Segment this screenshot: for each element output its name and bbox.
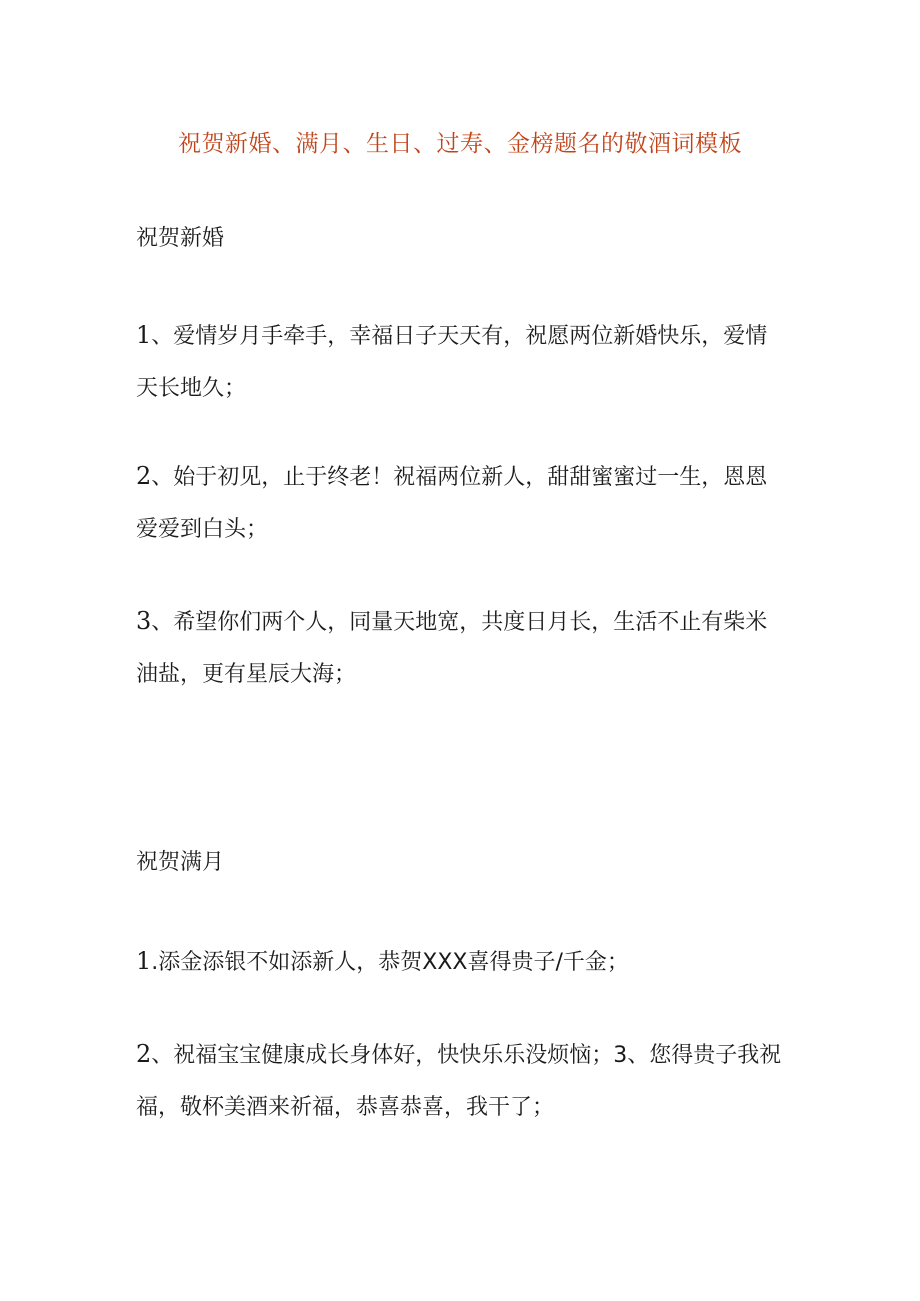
- full-month-item-1: [136, 935, 786, 989]
- wedding-item-3: [136, 595, 786, 701]
- section-heading-full-month: 祝贺满月: [136, 850, 225, 875]
- item-number: 1: [136, 947, 152, 975]
- item-number: 2: [136, 1040, 152, 1068]
- item-text: 、始于初见，止于终老！祝福两位新人，甜甜蜜蜜过一生，恩恩爱爱到白头；: [136, 465, 768, 542]
- item-text: 、希望你们两个人，同量天地宽，共度日月长，生活不止有柴米油盐，更有星辰大海；: [136, 610, 768, 687]
- document-title: 祝贺新婚、满月、生日、过寿、金榜题名的敬酒词模板: [178, 131, 742, 157]
- item-text: 、祝福宝宝健康成长身体好，快快乐乐没烦恼；3、您得贵子我祝福，敬杯美酒来祈福，恭喜恭喜，我干了；: [136, 1043, 782, 1120]
- item-number: 2: [136, 462, 152, 490]
- item-number: 1: [136, 321, 152, 349]
- item-number: 3: [136, 607, 152, 635]
- item-text: .添金添银不如添新人，恭贺XXX喜得贵子/千金；: [151, 950, 629, 975]
- section-heading-wedding: 祝贺新婚: [136, 226, 225, 251]
- wedding-item-2: [136, 450, 786, 556]
- item-text: 、爱情岁月手牵手，幸福日子天天有，祝愿两位新婚快乐，爱情天长地久；: [136, 324, 768, 401]
- full-month-item-2: [136, 1028, 786, 1134]
- wedding-item-1: [136, 309, 786, 415]
